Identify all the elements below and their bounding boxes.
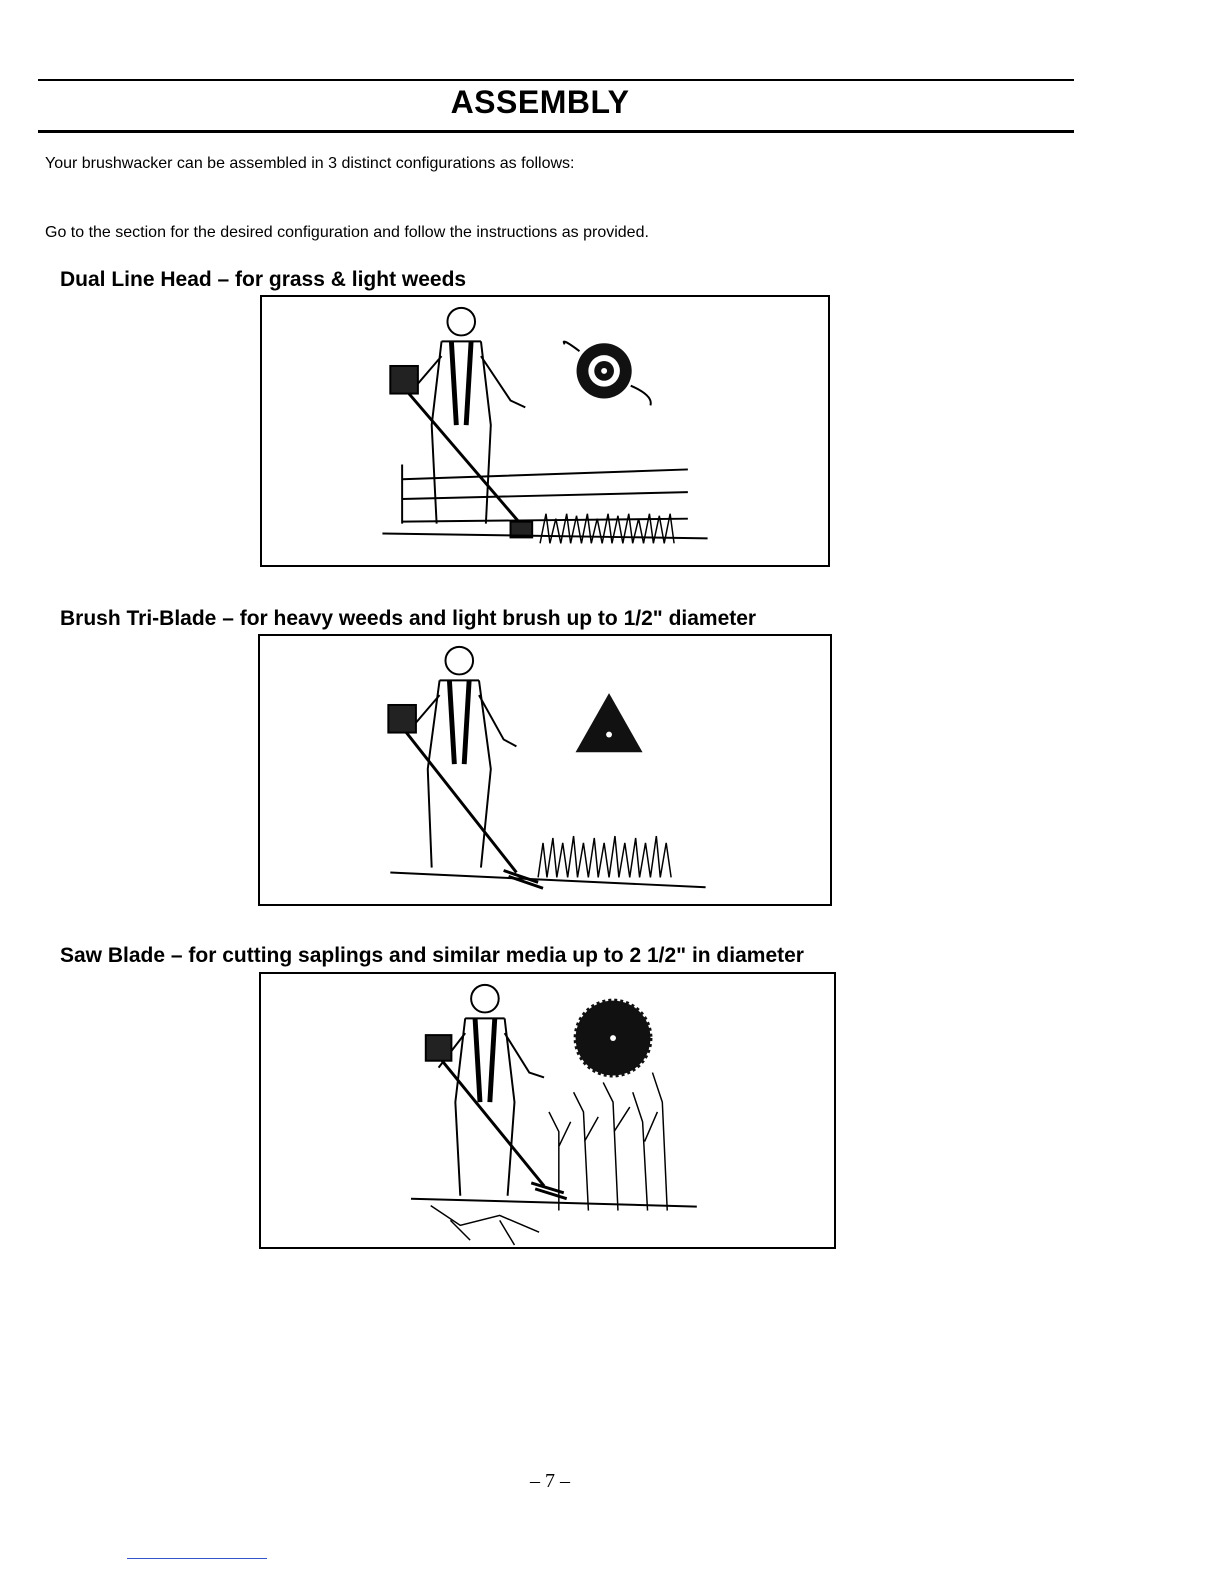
operator-head: [471, 985, 499, 1013]
figure-dual-line-head: [260, 295, 830, 567]
blade-guard: [531, 1183, 566, 1199]
operator-illustration: [261, 974, 834, 1247]
harness: [475, 1018, 495, 1102]
harness: [449, 680, 469, 764]
saplings: [549, 1073, 667, 1211]
trimmer-line-head-icon: [564, 342, 651, 406]
intro-paragraph-2: Go to the section for the desired configuration and follow the instructions as provided.: [45, 224, 649, 241]
engine: [388, 705, 416, 733]
section-heading-dual-line-head: Dual Line Head – for grass & light weeds: [60, 268, 467, 291]
page-number: – 7 –: [530, 1470, 570, 1492]
operator-head: [445, 647, 473, 675]
figure-saw-blade: [259, 972, 836, 1249]
operator-arms: [410, 695, 516, 746]
debris: [431, 1206, 539, 1245]
operator-body: [455, 1018, 514, 1195]
brush: [538, 836, 671, 877]
operator-illustration: [260, 636, 830, 904]
harness: [451, 341, 471, 425]
engine: [426, 1035, 452, 1061]
section-heading-saw-blade: Saw Blade – for cutting saplings and similar media up to 2 1/2" in diameter: [60, 944, 804, 967]
figure-brush-tri-blade: [258, 634, 832, 906]
header-rule-top: [38, 79, 1074, 81]
engine: [390, 366, 418, 394]
tri-blade-icon: [576, 693, 643, 752]
section-heading-brush-tri-blade: Brush Tri-Blade – for heavy weeds and light brush up to 1/2" diameter: [60, 607, 757, 630]
header-rule-bottom: [38, 130, 1074, 133]
footer-underline: [127, 1558, 267, 1559]
operator-head: [447, 308, 475, 336]
saw-blade-icon: [576, 1001, 651, 1076]
ground-line: [382, 533, 707, 538]
trimmer-shaft: [400, 725, 516, 873]
operator-illustration: [262, 297, 828, 565]
page-title: ASSEMBLY: [450, 84, 630, 120]
trimmer-shaft: [402, 386, 520, 524]
wall-lines: [402, 465, 688, 524]
intro-paragraph-1: Your brushwacker can be assembled in 3 distinct configurations as follows:: [45, 155, 575, 172]
ground-line: [411, 1199, 697, 1207]
